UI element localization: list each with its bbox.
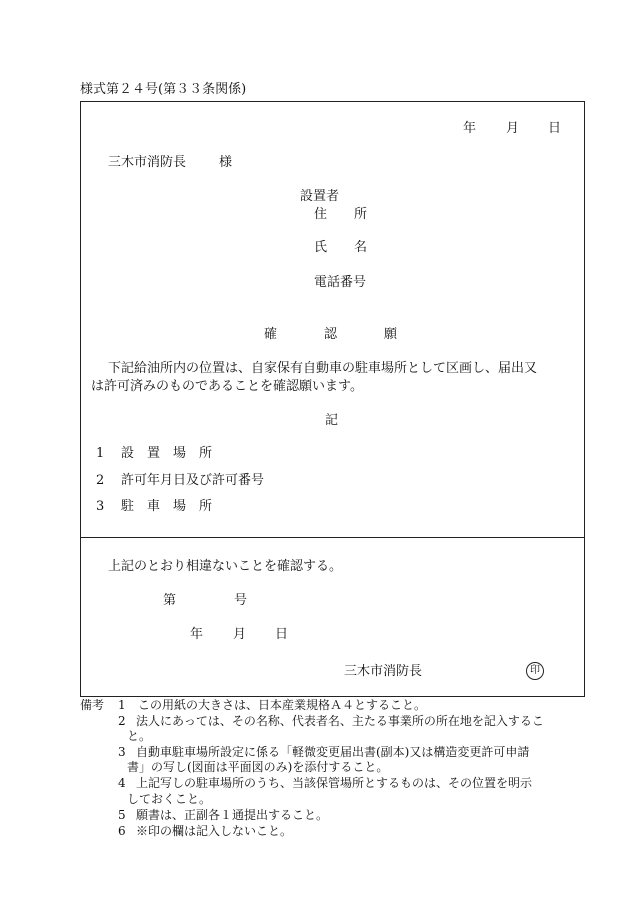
- note-3-num: 3: [118, 745, 126, 759]
- date-month: 月: [506, 121, 520, 136]
- remarks-label: 備考: [80, 698, 105, 712]
- item-2-num: 2: [96, 473, 105, 488]
- name-label-2: 名: [354, 240, 368, 255]
- note-5-line-1: 願書は、正副各１通提出すること。: [136, 808, 329, 822]
- title-char-1: 確: [264, 327, 278, 342]
- note-1-num: 1: [118, 698, 126, 712]
- confirm-month: 月: [233, 627, 247, 642]
- item-1-num: 1: [96, 446, 105, 461]
- note-1-line-1: この用紙の大きさは、日本産業規格Ａ４とすること。: [138, 698, 427, 712]
- address-label-1: 住: [314, 207, 328, 222]
- addressee-name: 三木市消防長: [108, 155, 187, 170]
- number-prefix: 第: [163, 593, 177, 608]
- note-4-num: 4: [118, 776, 126, 790]
- item-2-label: 許可年月日及び許可番号: [121, 473, 265, 488]
- note-2-line-2: と。: [127, 729, 152, 743]
- note-2-num: 2: [118, 714, 126, 728]
- note-6-num: 6: [118, 824, 126, 838]
- name-label-1: 氏: [314, 240, 328, 255]
- item-3-char-4: 所: [199, 499, 213, 514]
- date-year: 年: [463, 121, 477, 136]
- note-4-line-2: しておくこと。: [127, 792, 212, 806]
- date-day: 日: [548, 121, 562, 136]
- number-suffix: 号: [234, 593, 248, 608]
- address-label-2: 所: [354, 207, 368, 222]
- applicant-heading: 設置者: [300, 189, 340, 204]
- seal-mark: 印: [526, 662, 544, 680]
- item-3-num: 3: [96, 499, 105, 514]
- confirm-year: 年: [190, 627, 204, 642]
- form-id: 様式第２４号(第３３条関係): [80, 82, 247, 97]
- note-6-line-1: ※印の欄は記入しないこと。: [136, 824, 293, 838]
- ki-label: 記: [325, 413, 339, 428]
- note-2-line-1: 法人にあっては、その名称、代表者名、主たる事業所の所在地を記入するこ: [136, 714, 544, 728]
- item-3-char-3: 場: [173, 499, 187, 514]
- note-4-line-1: 上記写しの駐車場所のうち、当該保管場所とするものは、その位置を明示: [136, 776, 533, 790]
- title-char-3: 願: [384, 327, 398, 342]
- item-1-char-1: 設: [121, 446, 135, 461]
- title-char-2: 認: [324, 327, 338, 342]
- confirmation-text: 上記のとおり相違ないことを確認する。: [108, 559, 343, 574]
- item-1-char-2: 置: [147, 446, 161, 461]
- confirm-day: 日: [275, 627, 289, 642]
- note-3-line-1: 自動車駐車場所設定に係る「軽微変更届出書(副本)又は構造変更許可申請: [136, 745, 530, 759]
- note-5-num: 5: [118, 808, 126, 822]
- item-1-char-3: 場: [173, 446, 187, 461]
- item-1-char-4: 所: [199, 446, 213, 461]
- body-line-1: 下記給油所内の位置は、自家保有自動車の駐車場所として区画し、届出又: [108, 361, 538, 376]
- item-3-char-1: 駐: [121, 499, 135, 514]
- addressee-honorific: 様: [219, 155, 233, 170]
- item-3-char-2: 車: [147, 499, 161, 514]
- note-3-line-2: 書」の写し(図面は平面図のみ)を添付すること。: [127, 760, 389, 774]
- authority-name: 三木市消防長: [344, 664, 423, 679]
- body-line-2: は許可済みのものであることを確認願います。: [91, 379, 363, 394]
- phone-label: 電話番号: [314, 275, 367, 290]
